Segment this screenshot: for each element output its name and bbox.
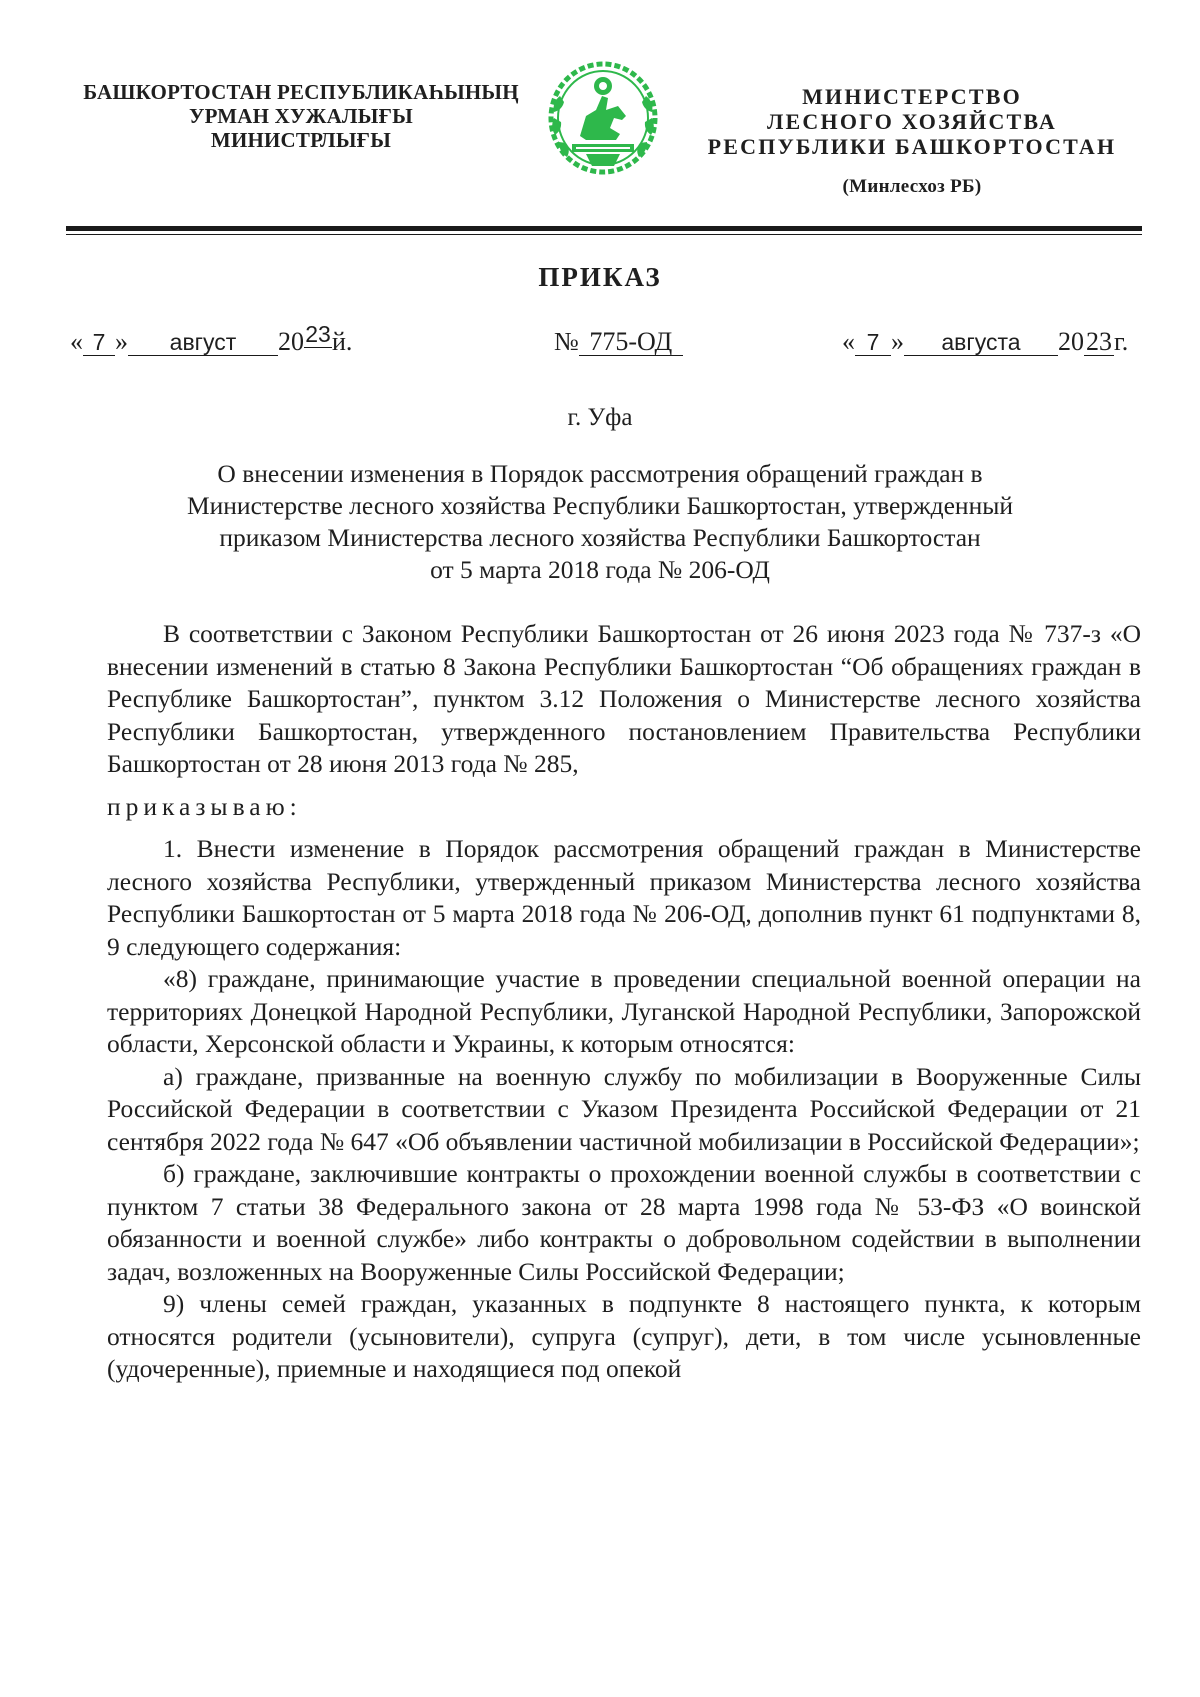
- order-number: [554, 326, 683, 358]
- subject-line: от 5 марта 2018 года № 206-ОД: [430, 555, 770, 584]
- body-paragraph: 9) члены семей граждан, указанных в подпункте 8 настоящего пункта, к которым относятся родители (усыновители), супруга (супруг), дети, в том числе усыновленные (удочеренные), приемные и находящиеся под опекой: [107, 1289, 1141, 1383]
- city: г. Уфа: [567, 404, 633, 431]
- header-divider-thick: [66, 226, 1142, 231]
- subject-line: приказом Министерства лесного хозяйства Республики Башкортостан: [219, 523, 981, 552]
- preamble-paragraph: В соответствии с Законом Республики Башкортостан от 26 июня 2023 года № 737-з «О внесении изменений в статью 8 Закона Республики Башкортостан “Об обращениях граждан в Республике Башкортостан”, пунктом 3.12 Положения о Министерстве лесного хозяйства Республики Башкортостан, утвержденного постановлением Правительства Республики Башкортостан от 28 июня 2013 года № 285,: [107, 619, 1141, 778]
- date-left-unit: й.: [332, 327, 353, 356]
- quote-open: «: [70, 327, 83, 356]
- body-paragraph: «8) граждане, принимающие участие в проведении специальной военной операции на территориях Донецкой Народной Республики, Луганской Народной Республики, Запорожской области, Херсонской области и Украины, к которым относятся:: [107, 964, 1141, 1058]
- body-paragraph: а) граждане, призванные на военную службу по мобилизации в Вооруженные Силы Российской Федерации в соответствии с Указом Президента Российской Федерации от 21 сентября 2022 года № 647 «Об объявлении частичной мобилизации в Российской Федерации»;: [107, 1061, 1141, 1156]
- bashkortostan-emblem-icon: [546, 56, 660, 176]
- date-right: [842, 326, 1128, 358]
- quote-close: »: [891, 327, 904, 356]
- date-left-year-suffix: 23: [305, 321, 331, 347]
- date-left: [70, 321, 353, 358]
- date-left-day: 7: [83, 329, 115, 356]
- header-abbreviation: (Минлесхоз РБ): [842, 176, 982, 197]
- subject-line: О внесении изменения в Порядок рассмотрения обращений граждан в: [217, 459, 983, 488]
- quote-close: »: [115, 327, 128, 356]
- date-right-year-suffix: 23: [1086, 327, 1112, 356]
- document-title: ПРИКАЗ: [538, 262, 662, 292]
- body-paragraph: б) граждане, заключившие контракты о прохождении военной службы в соответствии с пунктом 7 статьи 38 Федерального закона от 28 марта 1998 года № 53-ФЗ «О воинской обязанности и военной службе» либо контракты о добровольном содействии в выполнении задач, возложенных на Вооруженные Силы Российской Федерации;: [107, 1159, 1141, 1286]
- document-body: [107, 618, 1141, 1386]
- header-divider-thin: [66, 234, 1142, 235]
- date-right-unit: г.: [1114, 327, 1129, 356]
- date-right-month: августа: [904, 329, 1058, 356]
- date-left-month: август: [128, 329, 278, 356]
- header-bashkir-line: УРМАН ХУЖАЛЫҒЫ: [189, 104, 413, 128]
- subject-line: Министерстве лесного хозяйства Республики Башкортостан, утвержденный: [186, 491, 1014, 520]
- header-bashkir-line: МИНИСТРЛЫҒЫ: [210, 128, 392, 152]
- date-left-year-prefix: 20: [278, 327, 304, 356]
- document-subject: [130, 458, 1070, 586]
- quote-open: «: [842, 327, 855, 356]
- header-russian-line: ЛЕСНОГО ХОЗЯЙСТВА: [766, 109, 1058, 134]
- body-paragraph: 1. Внести изменение в Порядок рассмотрения обращений граждан в Министерстве лесного хозяйства Республики, утвержденный приказом Министерства лесного хозяйства Республики Башкортостан от 5 марта 2018 года № 206-ОД, дополнив пункт 61 подпунктами 8, 9 следующего содержания:: [107, 834, 1141, 961]
- order-number-label: №: [554, 327, 579, 356]
- header-bashkir-line: БАШКОРТОСТАН РЕСПУБЛИКАҺЫНЫҢ: [83, 80, 519, 104]
- header-bashkir: [66, 80, 536, 152]
- order-word: приказываю:: [107, 791, 302, 821]
- date-right-year-prefix: 20: [1058, 327, 1084, 356]
- header-russian-line: МИНИСТЕРСТВО: [802, 84, 1022, 109]
- header-russian: [692, 84, 1132, 199]
- header-russian-line: РЕСПУБЛИКИ БАШКОРТОСТАН: [707, 134, 1117, 159]
- date-right-day: 7: [855, 329, 891, 356]
- order-number-value: 775-ОД: [579, 329, 683, 356]
